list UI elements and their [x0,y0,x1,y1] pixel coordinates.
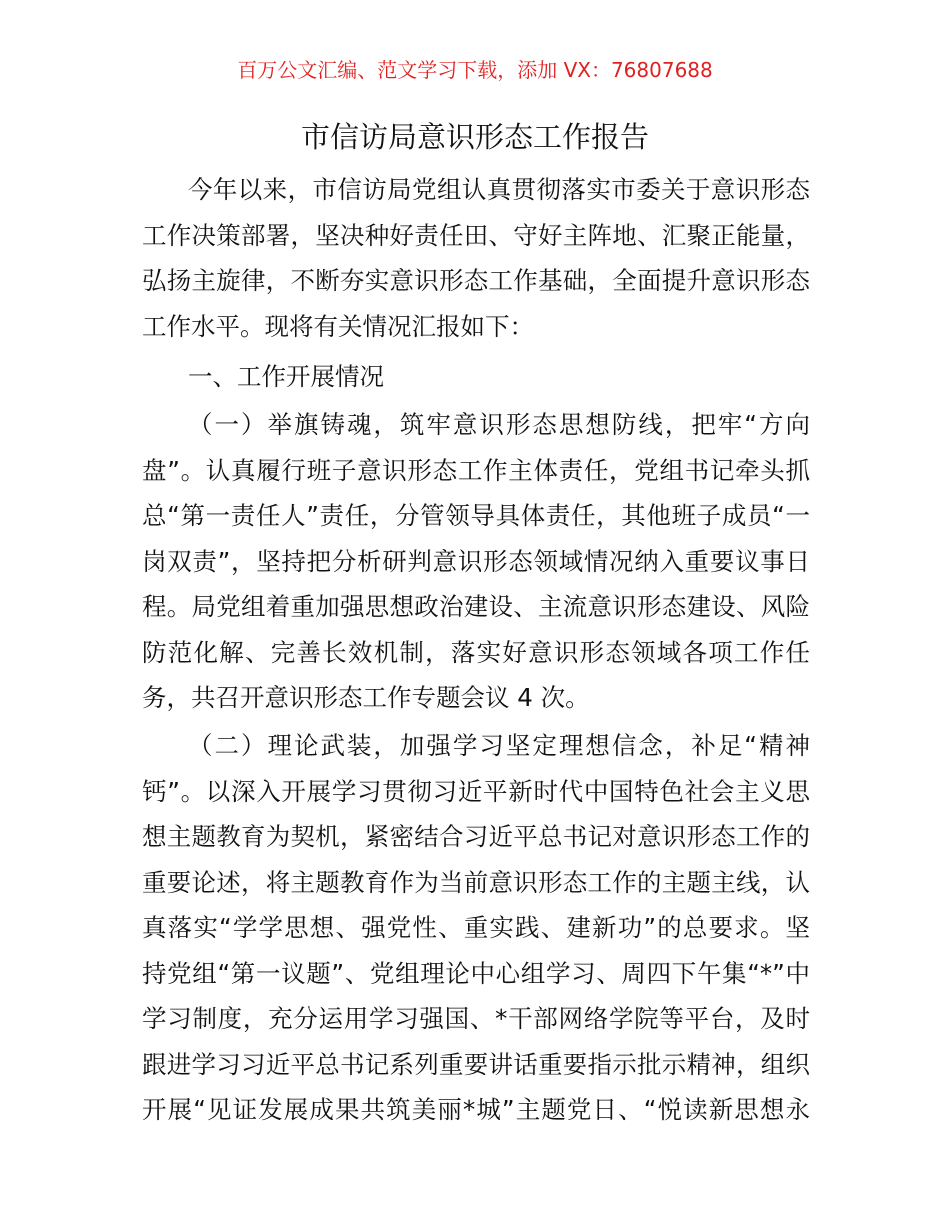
text-line: 程。局党组着重加强思想政治建设、主流意识形态建设、风险 [142,592,810,621]
paragraph-section-1 [142,402,810,721]
text-line: 防范化解、完善长效机制，落实好意识形态领域各项工作任 [142,637,810,667]
text-line: （二）理论武装，加强学习坚定理想信念，补足“精神 [188,731,810,760]
text-line: （一）举旗铸魂，筑牢意识形态思想防线，把牢“方向 [188,410,810,439]
document-title: 市信访局意识形态工作报告 [300,120,649,154]
paragraph-section-2 [142,723,810,1133]
text-line: 工作决策部署，坚决种好责任田、守好主阵地、汇聚正能量， [142,220,810,250]
text-line: 想主题教育为契机，紧密结合习近平总书记对意识形态工作的 [142,822,810,851]
text-line: 今年以来，市信访局党组认真贯彻落实市委关于意识形态 [188,175,810,204]
text-line: 工作水平。现将有关情况汇报如下： [142,311,534,341]
text-line: 跟进学习习近平总书记系列重要讲话重要指示批示精神，组织 [142,1049,810,1079]
text-line: 钙”。以深入开展学习贯彻习近平新时代中国特色社会主义思 [142,776,810,806]
watermark-banner: 百万公文汇编、范文学习下载，添加 VX：76807688 [237,58,713,82]
text-line: 真落实“学学思想、强党性、重实践、建新功”的总要求。坚 [142,913,810,942]
section-heading: 一、工作开展情况 [188,362,384,391]
text-line: 务，共召开意识形态工作专题会议 4 次。 [142,683,590,712]
text-line: 总“第一责任人”责任，分管领导具体责任，其他班子成员“一 [142,501,810,530]
text-line: 弘扬主旋律，不断夯实意识形态工作基础，全面提升意识形态 [142,266,810,295]
text-line: 持党组“第一议题”、党组理论中心组学习、周四下午集“*”中 [142,958,810,988]
text-line: 岗双责”，坚持把分析研判意识形态领域情况纳入重要议事日 [142,546,810,576]
paragraph-intro [142,167,810,349]
text-line: 学习制度，充分运用学习强国、*干部网络学院等平台，及时 [142,1004,810,1033]
text-line: 开展“见证发展成果共筑美丽*城”主题党日、“悦读新思想永 [142,1095,810,1124]
text-line: 盘”。认真履行班子意识形态工作主体责任，党组书记牵头抓 [142,455,810,485]
text-line: 重要论述，将主题教育作为当前意识形态工作的主题主线，认 [142,867,810,897]
